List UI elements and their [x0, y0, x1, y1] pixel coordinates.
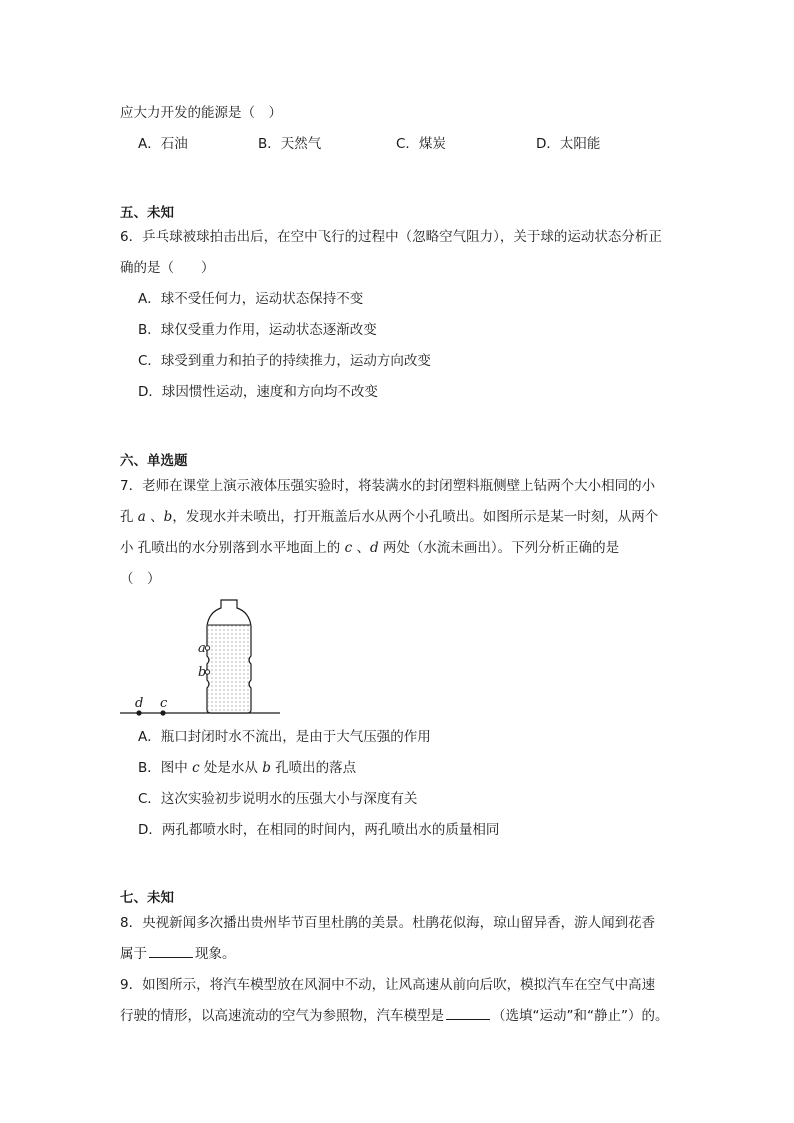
q7-text: 两处（水流未画出）。下列分析正确的是 — [378, 540, 620, 556]
q7-option-a: A．瓶口封闭时水不流出，是由于大气压强的作用 — [138, 729, 431, 745]
q7-text: 、 — [352, 540, 370, 556]
q8-stem-line2 — [120, 944, 236, 964]
q7-stem-line2 — [120, 507, 658, 527]
section-heading-5: 五、未知 — [120, 205, 174, 221]
q9-stem-line1: 9．如图所示，将汽车模型放在风洞中不动，让风高速从前向后吹，模拟汽车在空气中高速 — [120, 977, 656, 993]
q7-option-text: 孔喷出的落点 — [270, 760, 357, 776]
label-a: a — [198, 641, 206, 656]
q6-option-a: A．球不受任何力，运动状态保持不变 — [138, 291, 364, 307]
q5-stem-tail: 应大力开发的能源是（ ） — [120, 105, 282, 121]
q7-var-c: c — [344, 540, 353, 556]
q8-text: 现象。 — [195, 946, 236, 962]
label-c: c — [160, 696, 168, 711]
q9-answer-blank[interactable] — [446, 1006, 490, 1020]
q6-stem-line2: 确的是（ ） — [120, 260, 215, 276]
q5-option-b: B．天然气 — [258, 136, 322, 152]
q9-text: 行驶的情形，以高速流动的空气为参照物，汽车模型是 — [120, 1008, 444, 1024]
q7-option-b — [138, 758, 356, 778]
q8-answer-blank[interactable] — [149, 944, 193, 958]
q7-option-var-c: c — [192, 760, 200, 776]
q7-option-var-b: b — [262, 760, 271, 776]
section-heading-6: 六、单选题 — [120, 453, 188, 469]
q7-stem-line1: 7．老师在课堂上演示液体压强实验时，将装满水的封闭塑料瓶侧壁上钻两个大小相同的小 — [120, 478, 656, 494]
q7-var-b: b — [163, 509, 173, 525]
q9-stem-line2 — [120, 1006, 668, 1026]
q7-var-a: a — [137, 509, 146, 525]
section-heading-7: 七、未知 — [120, 890, 174, 906]
q7-option-text: 处是水从 — [199, 760, 263, 776]
q7-text: 小 孔喷出的水分别落到水平地面上的 — [120, 540, 345, 556]
q7-option-d: D．两孔都喷水时，在相同的时间内，两孔喷出水的质量相同 — [138, 822, 500, 838]
q5-option-c: C．煤炭 — [396, 136, 446, 152]
q9-text: （选填“运动”和“静止”）的。 — [492, 1008, 669, 1024]
q7-var-d: d — [369, 540, 379, 556]
water-fill — [208, 625, 250, 712]
q6-option-b: B．球仅受重力作用，运动状态逐渐改变 — [138, 322, 377, 338]
q8-stem-line1: 8．央视新闻多次播出贵州毕节百里杜鹃的美景。杜鹃花似海，琼山留异香，游人闻到花香 — [120, 915, 656, 931]
q7-text: 、 — [145, 509, 164, 525]
q7-stem-line3 — [120, 538, 619, 558]
q5-option-a: A．石油 — [138, 136, 188, 152]
q6-option-c: C．球受到重力和拍子的持续推力，运动方向改变 — [138, 353, 431, 369]
q7-option-text: B．图中 — [138, 760, 193, 776]
q8-text: 属于 — [120, 946, 147, 962]
hole-a-marker — [205, 646, 209, 650]
q7-option-c: C．这次实验初步说明水的压强大小与深度有关 — [138, 791, 418, 807]
q5-option-d: D．太阳能 — [536, 136, 601, 152]
point-c-marker — [160, 710, 165, 715]
point-d-marker — [136, 710, 141, 715]
bottle-figure — [118, 596, 282, 720]
label-d: d — [135, 696, 144, 711]
q6-option-d: D．球因惯性运动，速度和方向均不改变 — [138, 384, 378, 400]
label-b: b — [198, 665, 207, 680]
q7-stem-line4: （ ） — [120, 571, 161, 587]
q6-stem-line1: 6．乒乓球被球拍击出后，在空中飞行的过程中（忽略空气阻力），关于球的运动状态分析正 — [120, 229, 662, 245]
q7-text: 孔 — [120, 509, 138, 525]
q7-text: ，发现水并未喷出，打开瓶盖后水从两个小孔喷出。如图所示是某一时刻，从两个 — [172, 509, 659, 525]
